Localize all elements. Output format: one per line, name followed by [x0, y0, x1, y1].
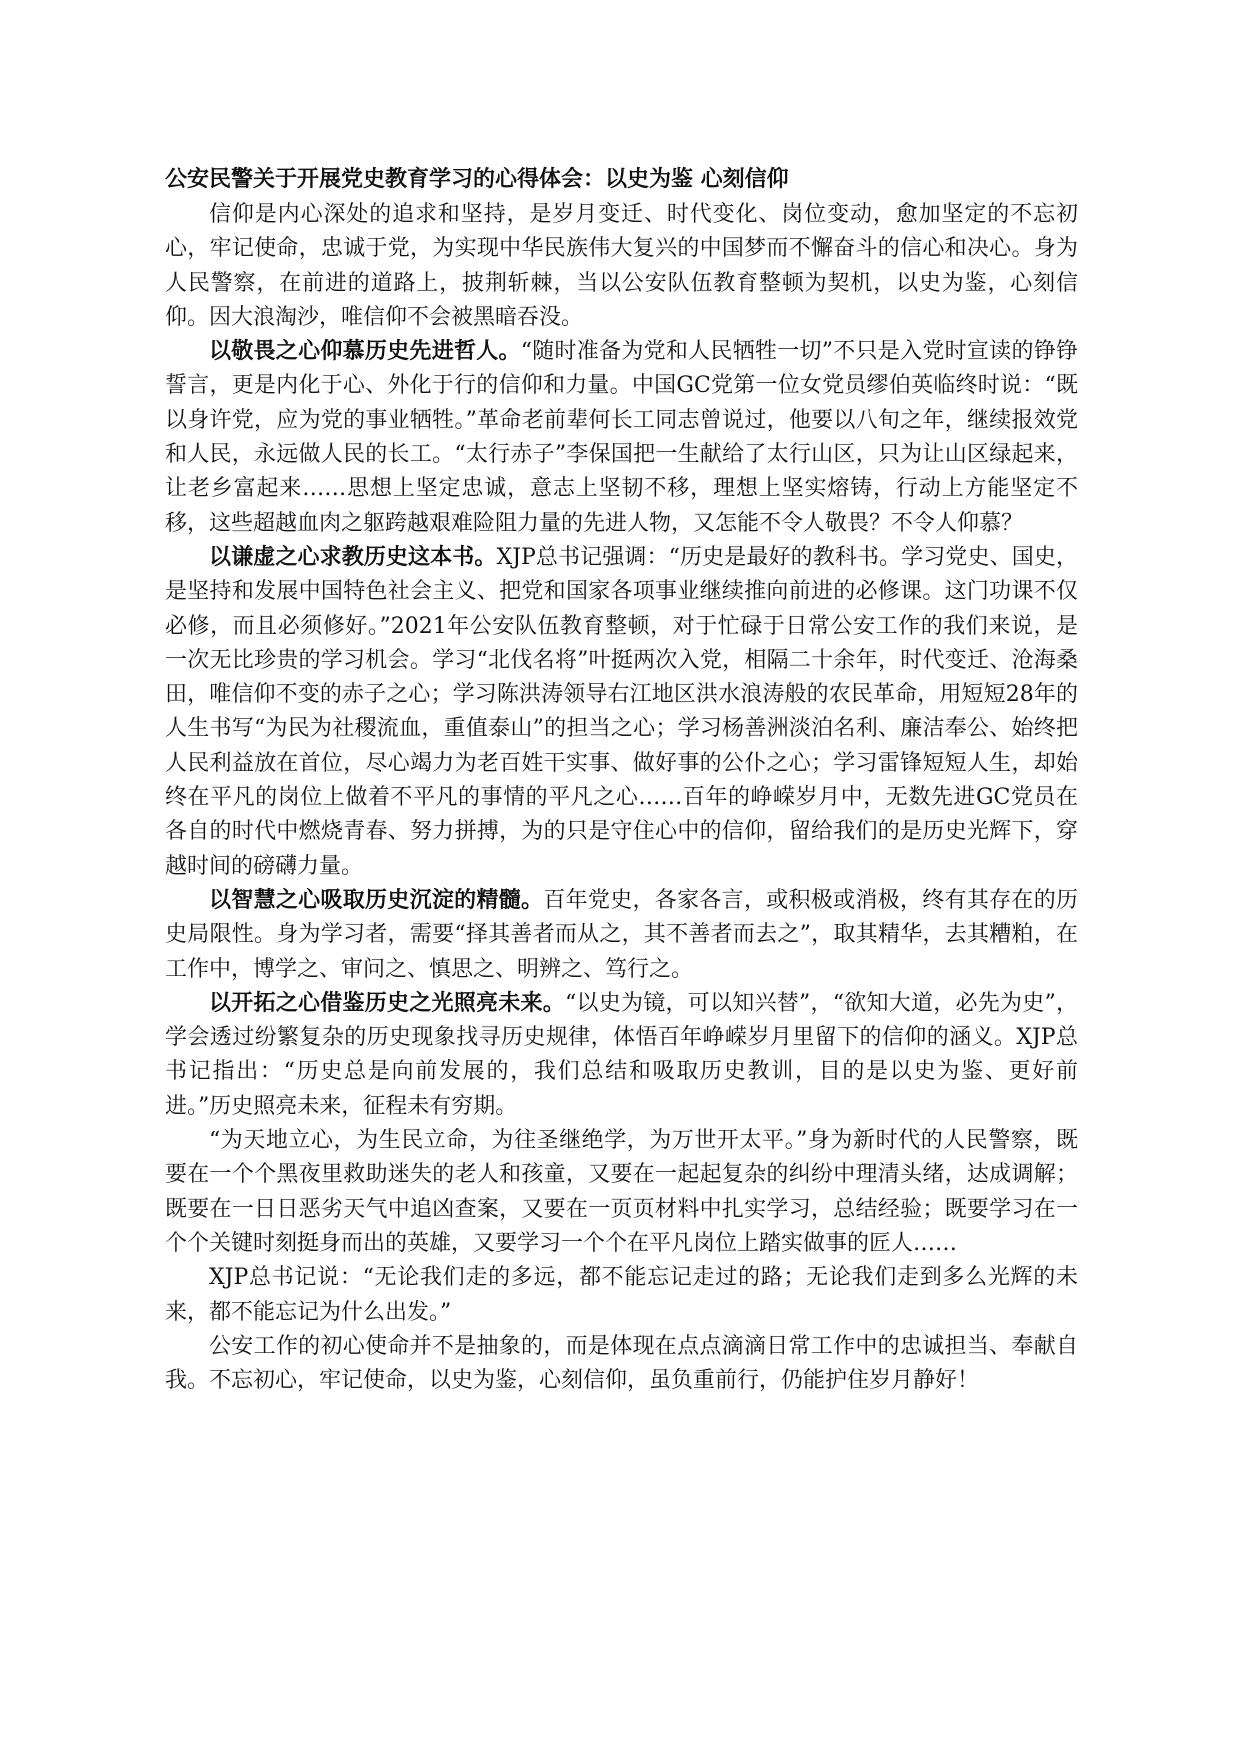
paragraph-text: 公安工作的初心使命并不是抽象的，而是体现在点点滴滴日常工作中的忠诚担当、奉献自我。不忘初心，牢记使命，以史为鉴，心刻信仰，虽负重前行，仍能护住岁月静好！ [165, 1333, 1078, 1394]
paragraph-quote [165, 1261, 1078, 1330]
paragraph-text: 百年党史，各家各言，或积极或消极，终有其存在的历史局限性。身为学习者，需要“择其善者而从之，其不善者而去之”，取其精华，去其糟粕，在工作中，博学之、审问之、慎思之、明辨之、笃行之。 [165, 887, 1078, 982]
paragraph-text: “随时准备为党和人民牺牲一切”不只是入党时宣读的铮铮誓言，更是内化于心、外化于行的信仰和力量。中国GC党第一位女党员缪伯英临终时说：“既以身许党，应为党的事业牺牲。”革命老前辈何长工同志曾说过，他要以八旬之年，继续报效党和人民，永远做人民的长工。“太行赤子”李保国把一生献给了太行山区，只为让山区绿起来，让老乡富起来……思想上坚定忠诚，意志上坚韧不移，理想上坚实熔铸，行动上方能坚定不移，这些超越血肉之躯跨越艰难险阻力量的先进人物，又怎能不令人敬畏？不令人仰慕？ [165, 339, 1078, 536]
paragraph-text: XJP总书记强调：“历史是最好的教科书。学习党史、国史，是坚持和发展中国特色社会主义、把党和国家各项事业继续推向前进的必修课。这门功课不仅必修，而且必须修好。”2021年公安队伍教育整顿，对于忙碌于日常公安工作的我们来说，是一次无比珍贵的学习机会。学习“北伐名将”叶挺两次入党，相隔二十余年，时代变迁、沧海桑田，唯信仰不变的赤子之心；学习陈洪涛领导右江地区洪水浪涛般的农民革命，用短短28年的人生书写“为民为社稷流血，重值泰山”的担当之心；学习杨善洲淡泊名利、廉洁奉公、始终把人民利益放在首位，尽心竭力为老百姓干实事、做好事的公仆之心；学习雷锋短短人生，却始终在平凡的岗位上做着不平凡的事情的平凡之心……百年的峥嵘岁月中，无数先进GC党员在各自的时代中燃烧青春、努力拼搏，为的只是守住心中的信仰，留给我们的是历史光辉下，穿越时间的磅礴力量。 [165, 544, 1078, 879]
paragraph-text: “为天地立心，为生民立命，为往圣继绝学，为万世开太平。”身为新时代的人民警察，既要在一个个黑夜里救助迷失的老人和孩童，又要在一起起复杂的纠纷中理清头绪，达成调解；既要在一日日恶劣天气中追凶查案，又要在一页页材料中扎实学习，总结经验；既要学习在一个个关键时刻挺身而出的英雄，又要学习一个个在平凡岗位上踏实做事的匠人…… [165, 1128, 1078, 1256]
paragraph-lead-heading: 以开拓之心借鉴历史之光照亮未来。 [209, 990, 565, 1016]
paragraph-intro [165, 198, 1078, 335]
paragraph-police-duty [165, 1124, 1078, 1261]
paragraph-pioneer [165, 987, 1078, 1124]
paragraph-wisdom [165, 884, 1078, 987]
paragraph-humble [165, 541, 1078, 884]
document-title: 公安民警关于开展党史教育学习的心得体会：以史为鉴 心刻信仰 [165, 167, 789, 192]
paragraph-text: XJP总书记说：“无论我们走的多远，都不能忘记走过的路；无论我们走到多么光辉的未来，都不能忘记为什么出发。” [165, 1265, 1078, 1325]
paragraph-text: 信仰是内心深处的追求和坚持，是岁月变迁、时代变化、岗位变动，愈加坚定的不忘初心，牢记使命，忠诚于党，为实现中华民族伟大复兴的中国梦而不懈奋斗的信心和决心。身为人民警察，在前进的道路上，披荆斩棘，当以公安队伍教育整顿为契机，以史为鉴，心刻信仰。因大浪淘沙，唯信仰不会被黑暗吞没。 [165, 202, 1078, 330]
paragraph-conclusion [165, 1330, 1078, 1399]
paragraph-text: “以史为镜，可以知兴替”，“欲知大道，必先为史”，学会透过纷繁复杂的历史现象找寻历史规律，体悟百年峥嵘岁月里留下的信仰的涵义。XJP总书记指出：“历史总是向前发展的，我们总结和吸取历史教训，目的是以史为鉴、更好前进。”历史照亮未来，征程未有穷期。 [165, 990, 1078, 1119]
paragraph-lead-heading: 以谦虚之心求教历史这本书。 [209, 544, 497, 570]
paragraph-revere [165, 335, 1078, 541]
paragraph-lead-heading: 以智慧之心吸取历史沉淀的精髓。 [209, 887, 544, 913]
document-page [165, 162, 1078, 1398]
paragraph-lead-heading: 以敬畏之心仰慕历史先进哲人。 [209, 339, 521, 365]
